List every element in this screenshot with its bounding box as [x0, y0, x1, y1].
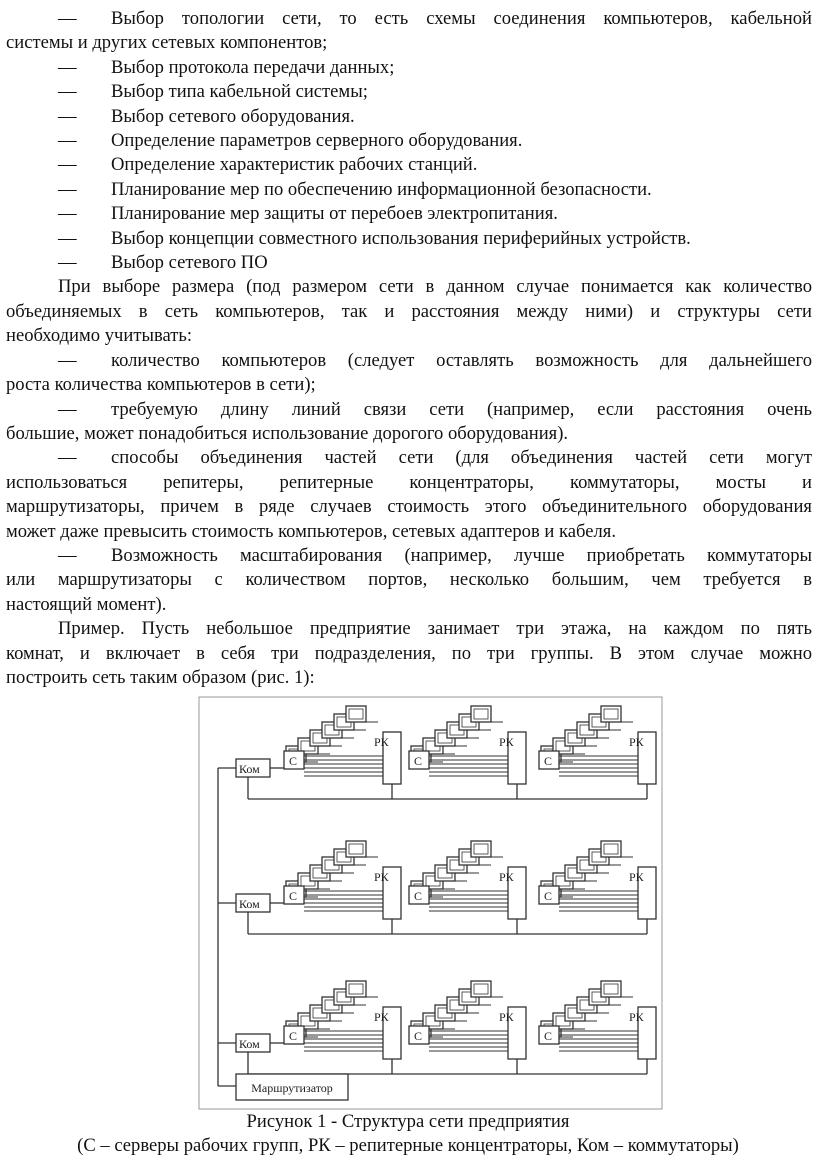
list2-item-continuation: роста количества компьютеров в сети);	[6, 374, 316, 396]
list2-item: — Возможность масштабирования (например, лучше приобретать коммутаторы	[58, 544, 812, 566]
paragraph-line: При выборе размера (под размером сети в данном случае понимается как количество	[58, 276, 812, 298]
list2-item: — требуемую длину линий связи сети (например, если расстояния очень	[58, 398, 812, 420]
repeater-hub-label: РК	[499, 735, 514, 749]
repeater-hub-label: РК	[499, 870, 514, 884]
list1-item: — Планирование мер защиты от перебоев электропитания.	[58, 203, 558, 225]
switch-label: Ком	[239, 762, 260, 776]
list1-item: — Планирование мер по обеспечению информационной безопасности.	[58, 178, 652, 200]
list2-item-continuation: большие, может понадобиться использование дорогого оборудования).	[6, 422, 569, 444]
server-label: С	[544, 1029, 553, 1043]
server-label: С	[544, 754, 553, 768]
paragraph-line: Пример. Пусть небольшое предприятие занимает три этажа, на каждом по пять	[58, 618, 812, 640]
figure-legend: (С – серверы рабочих групп, РК – репитерные концентраторы, Ком – коммутаторы)	[77, 1135, 739, 1156]
repeater-hub-label: РК	[374, 1010, 389, 1024]
repeater-hub-label: РК	[629, 1010, 644, 1024]
text-block	[6, 7, 812, 690]
list2-item: — способы объединения частей сети (для объединения частей сети могут	[58, 447, 812, 469]
server-label: С	[289, 754, 298, 768]
server-label: С	[414, 1029, 423, 1043]
list1-item: — Выбор протокола передачи данных;	[58, 56, 395, 78]
paragraph-line: построить сеть таким образом (рис. 1):	[6, 666, 315, 688]
list2-item: — количество компьютеров (следует оставлять возможность для дальнейшего	[58, 349, 812, 371]
network-diagram-svg	[198, 696, 663, 1110]
network-diagram	[198, 696, 663, 1110]
repeater-hub-label: РК	[374, 735, 389, 749]
repeater-hub-label: РК	[499, 1010, 514, 1024]
server-label: С	[414, 889, 423, 903]
paragraph-line: необходимо учитывать:	[6, 325, 193, 347]
list1-item: — Определение параметров серверного оборудования.	[58, 130, 523, 152]
repeater-hub-label: РК	[629, 870, 644, 884]
list1-item: — Выбор топологии сети, то есть схемы соединения компьютеров, кабельной	[58, 8, 812, 29]
server-label: С	[414, 754, 423, 768]
list1-item: — Выбор сетевого оборудования.	[58, 105, 355, 127]
switch-label: Ком	[239, 1037, 260, 1051]
list1-item: — Выбор типа кабельной системы;	[58, 81, 368, 103]
switch-label: Ком	[239, 897, 260, 911]
list2-item-continuation: использоваться репитеры, репитерные концентраторы, коммутаторы, мосты и	[6, 471, 812, 493]
list1-item: — Выбор сетевого ПО	[58, 252, 268, 274]
list2-item-continuation: настоящий момент).	[6, 593, 167, 615]
list2-item-continuation: маршрутизаторы, причем в ряде случаев стоимость этого объединительного оборудования	[6, 496, 812, 518]
list1-item-continuation: системы и других сетевых компонентов;	[6, 32, 328, 54]
paragraph-line: объединяемых в сеть компьютеров, так и расстояния между ними) и структуры сети	[6, 300, 812, 322]
figure-caption: Рисунок 1 - Структура сети предприятия	[246, 1111, 570, 1132]
repeater-hub-label: РК	[374, 870, 389, 884]
paragraph-line: комнат, и включает в себя три подразделения, по три группы. В этом случае можно	[6, 642, 812, 664]
list2-item-continuation: может даже превысить стоимость компьютеров, сетевых адаптеров и кабеля.	[6, 520, 616, 542]
server-label: С	[289, 889, 298, 903]
router-label: Маршрутизатор	[251, 1081, 333, 1095]
list1-item: — Выбор концепции совместного использования периферийных устройств.	[58, 227, 691, 249]
list1-item: — Определение характеристик рабочих станций.	[58, 154, 478, 176]
server-label: С	[289, 1029, 298, 1043]
list2-item-continuation: или маршрутизаторы с количеством портов, несколько большим, чем требуется в	[6, 569, 812, 591]
repeater-hub-label: РК	[629, 735, 644, 749]
server-label: С	[544, 889, 553, 903]
